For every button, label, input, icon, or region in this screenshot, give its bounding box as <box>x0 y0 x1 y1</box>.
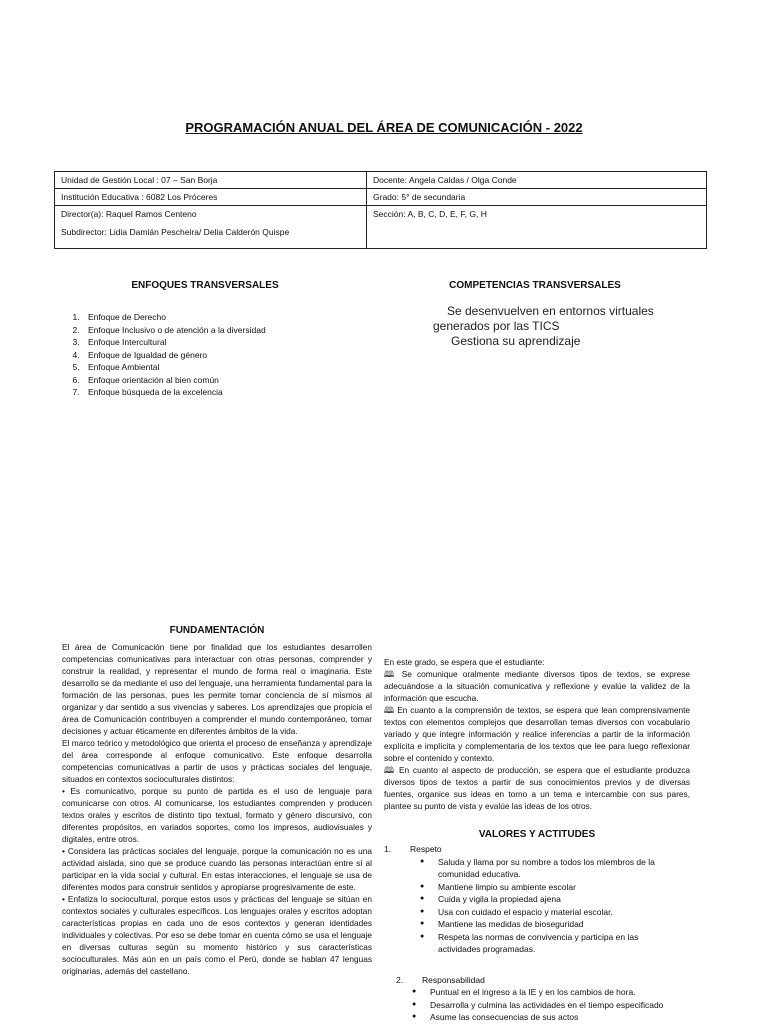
valores-list <box>384 843 690 1024</box>
fundamentacion-paragraph: • Enfatiza lo sociocultural, porque estos usos y prácticas del lenguaje se sitúan en contextos sociales y culturales específicos. Los lenguajes orales y escritos adoptan características propias en cada uno de esos contextos y generan identidades individuales y colectivas. Por eso se debe tomar en cuenta cómo se usa el lenguaje en diversas culturas según su momento histórico y sus características socioculturales. Más aún en un país como el Perú, donde se hablan 47 lenguas originarias, además del castellano. <box>62 894 372 976</box>
ugel-cell: Unidad de Gestión Local : 07 – San Borja <box>55 172 367 189</box>
enfoques-heading: ENFOQUES TRANSVERSALES <box>131 280 279 291</box>
enfoque-item: 2. Enfoque Inclusivo o de atención a la diversidad <box>82 324 266 337</box>
valor-item: ● Usa con cuidado el espacio y material escolar. <box>426 906 690 919</box>
competencia-line: Se desenvuelven en entornos virtuales <box>447 304 654 318</box>
grado-expectativas <box>384 656 690 812</box>
valor-item: ● Mantiene las medidas de bioseguridad <box>426 918 690 931</box>
competencias-text <box>433 304 654 349</box>
valor-item: ● Saluda y llama por su nombre a todos los miembros de la comunidad educativa. <box>426 856 658 881</box>
expectativa-paragraph: 🕮 En cuanto a la comprensión de textos, se espera que lean comprensivamente textos con elementos complejos que desarrollan temas diversos con vocabulario variado y que integre información y realice inferencias a partir de la información explícita e implícita y complementaria de los textos que lee para luego reflexionar sobre el contenido y contexto. <box>384 705 691 763</box>
institucion-cell: Institución Educativa : 6082 Los Próceres <box>55 189 367 206</box>
enfoque-item: 5. Enfoque Ambiental <box>82 361 266 374</box>
valor-item: ● Cuida y vigila la propiedad ajena <box>426 893 690 906</box>
grado-cell: Grado: 5° de secundaria <box>367 189 707 206</box>
fundamentacion-paragraph: • Es comunicativo, porque su punto de partida es el uso de lenguaje para comunicarse con otros. Al comunicarse, los estudiantes comprenden y producen textos orales y escritos de distinto tipo textual, formato y género discursivo, con diferentes propósitos, en variados soportes, como los impresos, audiovisuales y digitales, entre otros. <box>62 786 372 844</box>
expectativa-paragraph: En este grado, se espera que el estudiante: <box>384 657 545 667</box>
fundamentacion-paragraph: El área de Comunicación tiene por finalidad que los estudiantes desarrollen competencias comunicativas para interactuar con otras personas, comprender y construir la realidad, y representar el mundo de forma real o imaginaria. Este desarrollo se da mediante el uso del lenguaje, una herramienta fundamental para la formación de las personas, pues les permite tomar conciencia de sí mismos al organizar y dar sentido a sus vivencias y saberes. Los aprendizajes que propicia el área de Comunicación contribuyen a comprender el mundo contemporáneo, tomar decisiones y actuar éticamente en diferentes ámbitos de la vida. <box>62 642 372 736</box>
valor-item: ● Mantiene limpio su ambiente escolar <box>426 881 690 894</box>
director-cell <box>55 206 367 249</box>
document-title: PROGRAMACIÓN ANUAL DEL ÁREA DE COMUNICACIÓN - 2022 <box>185 120 583 135</box>
valor-item: ● Asume las consecuencias de sus actos <box>418 1011 690 1024</box>
enfoque-item: 1. Enfoque de Derecho <box>82 311 266 324</box>
valores-heading: VALORES Y ACTITUDES <box>478 829 596 840</box>
expectativa-paragraph: 🕮 En cuanto al aspecto de producción, se espera que el estudiante produzca diversos tipos de textos a partir de sus conocimientos previos y de diversas fuentes, organice sus ideas en torno a un tema e intercambie con sus pares, plantee su punto de vista y evalúe las ideas de los otros. <box>384 765 690 811</box>
valor-number: 1. <box>384 844 392 854</box>
valor-item: ● Respeta las normas de convivencia y participa en las actividades programadas. <box>426 931 668 956</box>
subdirector-line: Subdirector: Lidia Damián Pescheira/ Delia Calderón Quispe <box>61 227 290 237</box>
enfoque-item: 3. Enfoque Intercultural <box>82 336 266 349</box>
valor-group-responsabilidad <box>384 974 690 1024</box>
enfoque-item: 7. Enfoque búsqueda de la excelencia <box>82 386 266 399</box>
enfoque-item: 6. Enfoque orientación al bien común <box>82 374 266 387</box>
fundamentacion-text <box>62 641 372 977</box>
competencias-heading: COMPETENCIAS TRANSVERSALES <box>449 280 621 291</box>
fundamentacion-paragraph: El marco teórico y metodológico que orienta el proceso de enseñanza y aprendizaje del área corresponde al enfoque comunicativo. Este enfoque desarrolla competencias comunicativas a partir de usos y prácticas sociales del lenguaje, situados en contextos socioculturales distintos: <box>62 738 372 784</box>
valor-number: 2. <box>396 974 404 985</box>
expectativa-paragraph: 🕮 Se comunique oralmente mediante diversos tipos de textos, se exprese adecuándose a la situación comunicativa y reflexione y evalúe la validez de la información que escucha. <box>384 669 690 703</box>
competencia-line: Gestiona su aprendizaje <box>451 334 581 348</box>
valor-item: ● Desarrolla y culmina las actividades en el tiempo especificado <box>418 999 690 1012</box>
enfoques-list <box>70 311 266 399</box>
director-line: Director(a): Raquel Ramos Centeno <box>61 209 197 219</box>
valor-group-respeto <box>384 843 690 956</box>
competencia-line: generados por las TICS <box>433 319 560 333</box>
seccion-cell: Sección: A, B, C, D, E, F, G, H <box>367 206 707 249</box>
docente-cell: Docente: Angela Caldas / Olga Conde <box>367 172 707 189</box>
valor-item: ● Puntual en el ingreso a la IE y en los cambios de hora. <box>418 986 690 999</box>
fundamentacion-paragraph: • Considera las prácticas sociales del lenguaje, porque la comunicación no es una actividad aislada, sino que se produce cuando las personas interactúan entre sí al participar en la vida social y cultural. En estas interacciones, el lenguaje se usa de diferentes modos para construir sentidos y apropiarse progresivamente de este. <box>62 846 372 892</box>
enfoque-item: 4. Enfoque de Igualdad de género <box>82 349 266 362</box>
info-table <box>54 171 707 249</box>
valor-name: Responsabilidad <box>422 974 485 985</box>
valor-name: Respeto <box>410 844 442 854</box>
fundamentacion-heading: FUNDAMENTACIÓN <box>169 625 265 636</box>
